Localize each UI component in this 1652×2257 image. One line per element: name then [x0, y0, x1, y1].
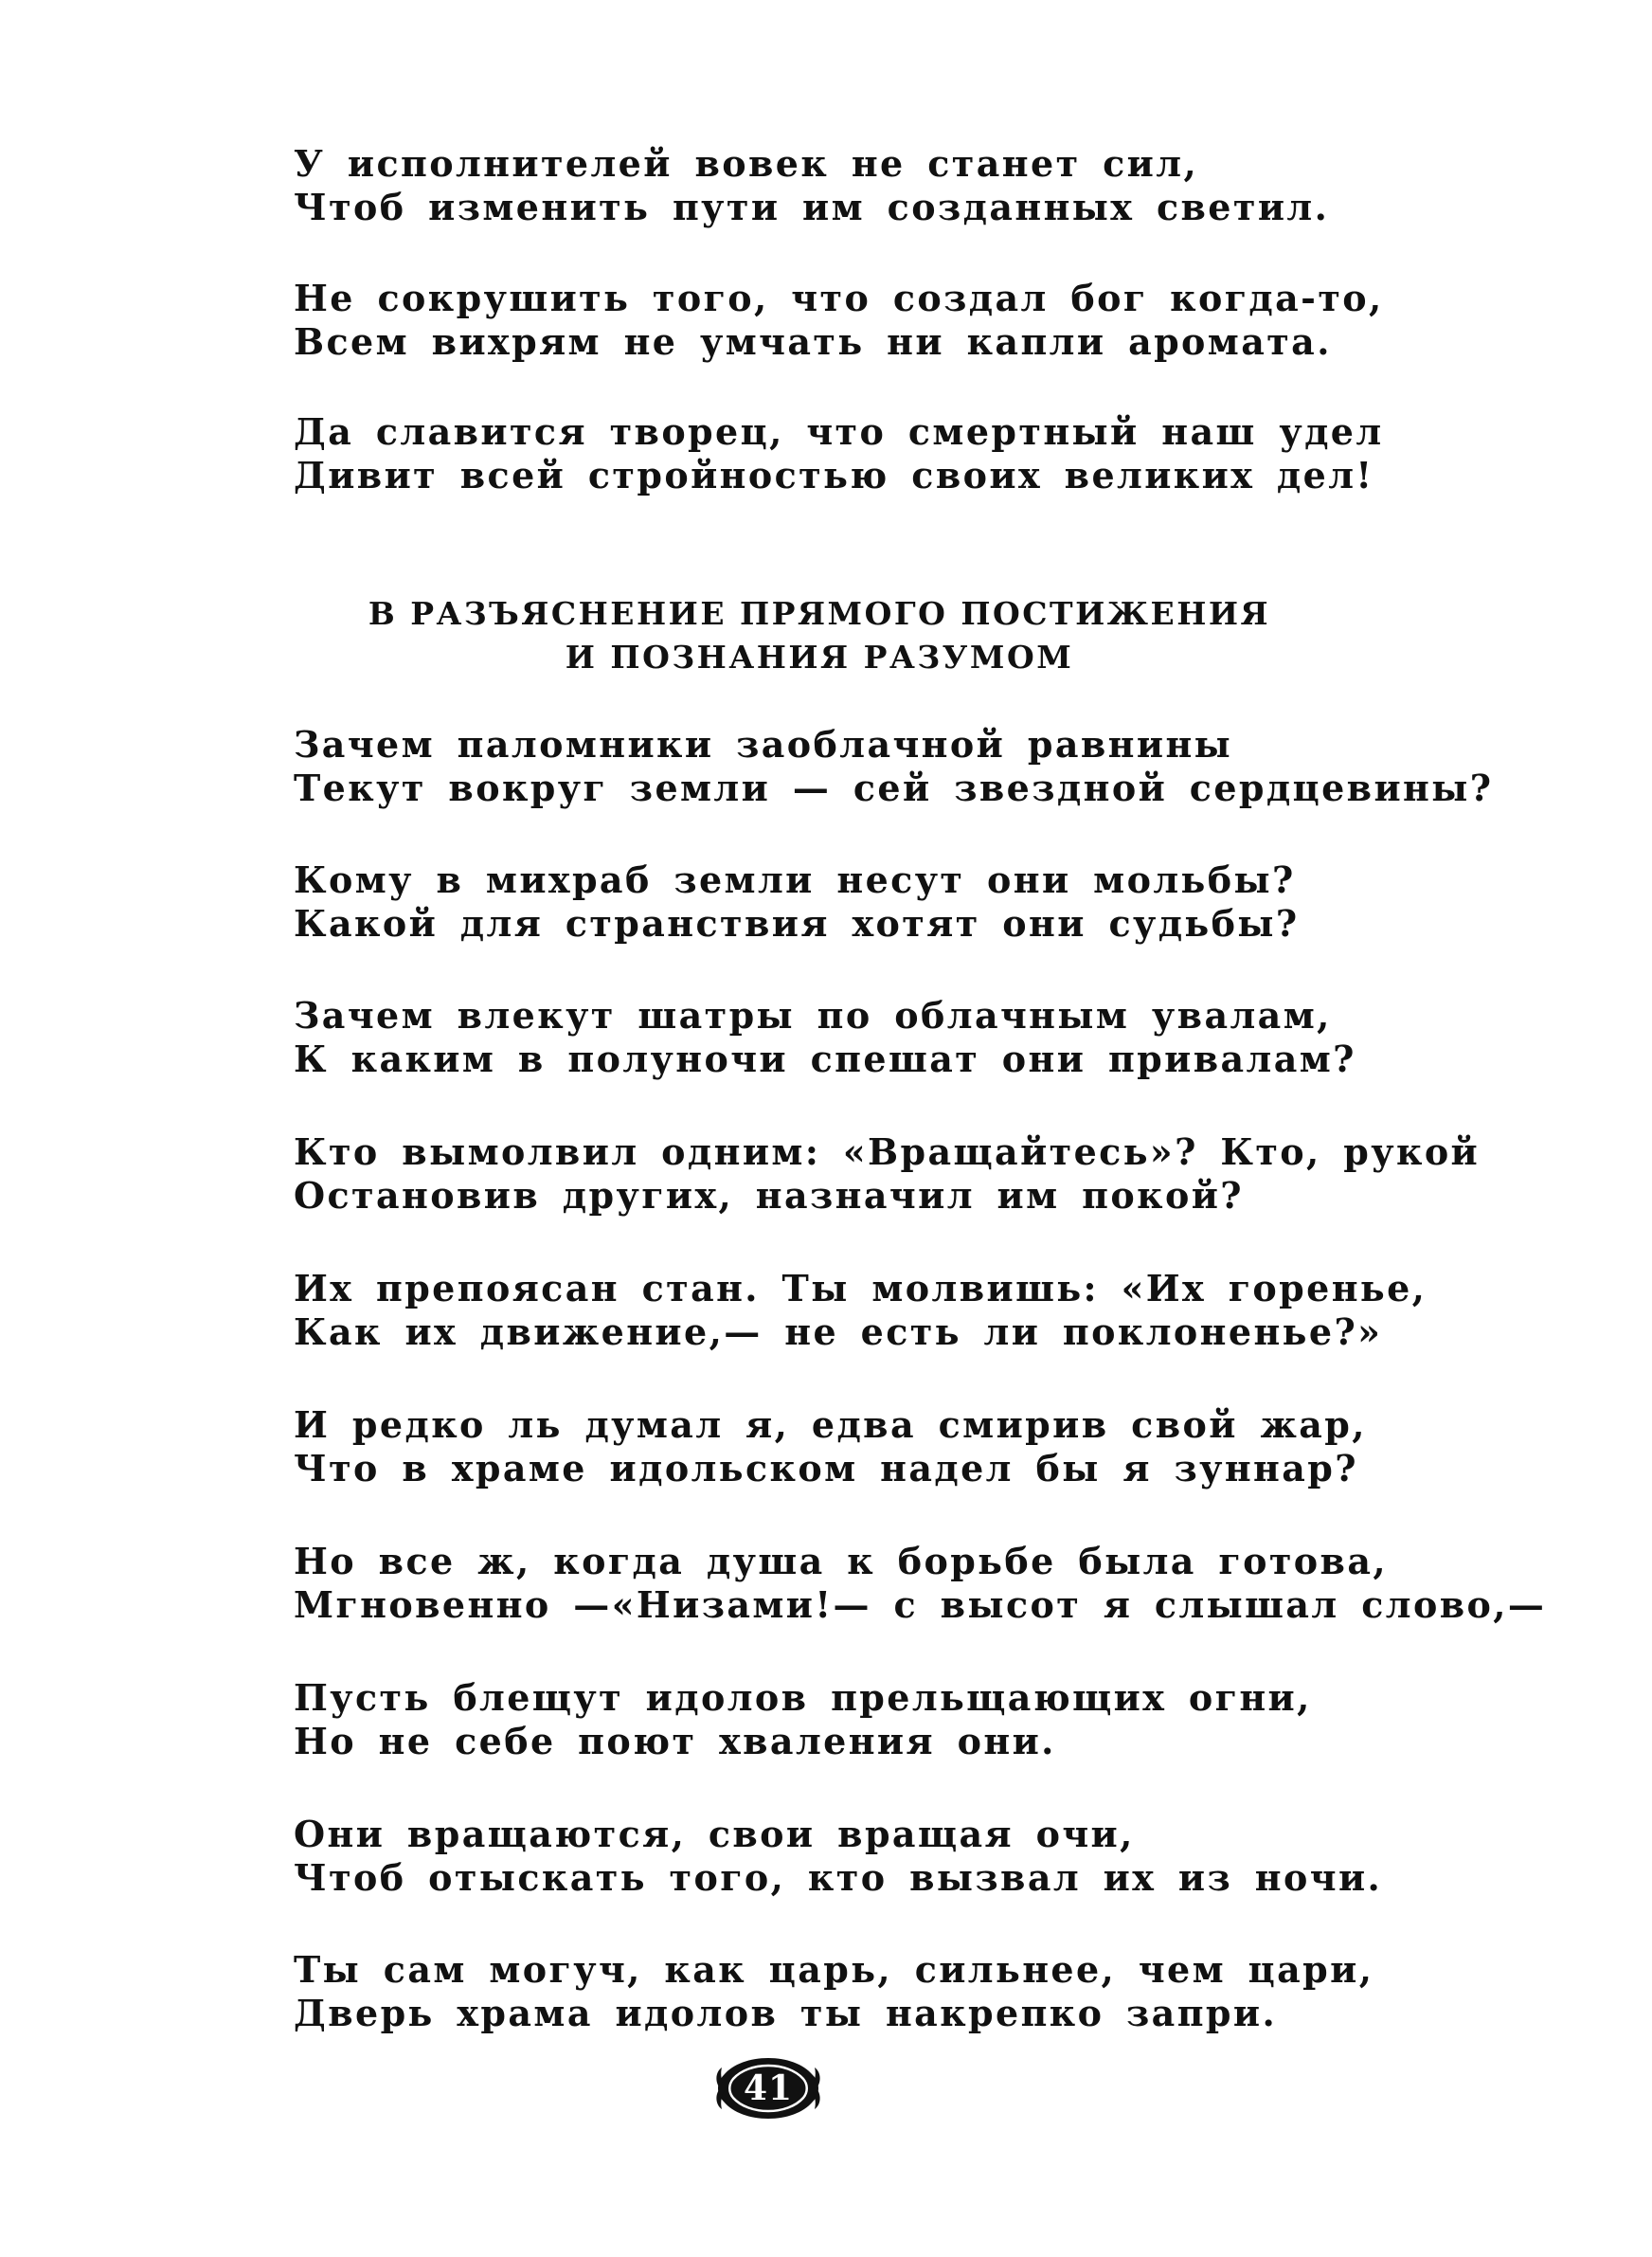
stanza	[294, 1403, 1430, 1490]
verse-line: Их препоясан стан. Ты молвишь: «Их горенье,	[294, 1267, 1428, 1309]
verse-line: Остановив других, назначил им покой?	[294, 1174, 1244, 1217]
page-number-ornament	[712, 2054, 824, 2122]
page-number: 41	[743, 2068, 794, 2108]
verse-line: Они вращаются, свои вращая очи,	[294, 1813, 1135, 1855]
verse-line: Что в храме идольском надел бы я зуннар?	[294, 1447, 1358, 1490]
stanza	[294, 1267, 1430, 1354]
verse-line: Зачем влекут шатры по облачным увалам,	[294, 994, 1332, 1037]
verse-line: У исполнителей вовек не станет сил,	[294, 142, 1199, 185]
verse-line: Всем вихрям не умчать ни капли аромата.	[294, 320, 1332, 363]
stanza	[294, 858, 1430, 946]
verse-line: Мгновенно —«Низами!— с высот я слышал слово,—	[294, 1583, 1547, 1626]
stanza	[294, 1540, 1547, 1627]
verse-line: Дивит всей стройностью своих великих дел!	[294, 454, 1374, 497]
stanza	[294, 1813, 1430, 1900]
verse-line: И редко ль думал я, едва смирив свой жар,	[294, 1403, 1367, 1446]
stanza	[294, 1676, 1430, 1763]
verse-line: Да славится творец, что смертный наш удел	[294, 410, 1384, 453]
section-title-line: И ПОЗНАНИЯ РАЗУМОМ	[565, 639, 1074, 676]
verse-line: Как их движение,— не есть ли поклоненье?»	[294, 1310, 1383, 1353]
stanza	[294, 410, 1430, 497]
stanza	[294, 142, 1430, 229]
section-title-line: В РАЗЪЯСНЕНИЕ ПРЯМОГО ПОСТИЖЕНИЯ	[368, 595, 1271, 632]
verse-line: Кто вымолвил одним: «Вращайтесь»? Кто, рукой	[294, 1130, 1481, 1173]
stanza	[294, 1948, 1430, 2035]
verse-line: Какой для странствия хотят они судьбы?	[294, 902, 1300, 945]
stanza	[294, 1130, 1481, 1218]
verse-line: Но не себе поют хваления они.	[294, 1720, 1056, 1762]
stanza	[294, 277, 1430, 364]
section-title	[284, 592, 1355, 679]
verse-line: Текут вокруг земли — сей звездной сердцевины?	[294, 767, 1494, 809]
verse-line: Ты сам могуч, как царь, сильнее, чем цари,	[294, 1948, 1374, 1991]
stanza	[294, 994, 1430, 1081]
verse-line: Пусть блещут идолов прельщающих огни,	[294, 1676, 1312, 1719]
verse-line: Чтоб изменить пути им созданных светил.	[294, 186, 1330, 228]
verse-line: Не сокрушить того, что создал бог когда-то,	[294, 277, 1384, 319]
verse-line: К каким в полуночи спешат они привалам?	[294, 1038, 1356, 1080]
verse-line: Чтоб отыскать того, кто вызвал их из ночи.	[294, 1856, 1383, 1899]
verse-line: Зачем паломники заоблачной равнины	[294, 723, 1233, 766]
verse-line: Кому в михраб земли несут они мольбы?	[294, 858, 1296, 901]
stanza	[294, 723, 1494, 810]
verse-line: Дверь храма идолов ты накрепко запри.	[294, 1992, 1278, 2034]
verse-line: Но все ж, когда душа к борьбе была готова,	[294, 1540, 1388, 1582]
